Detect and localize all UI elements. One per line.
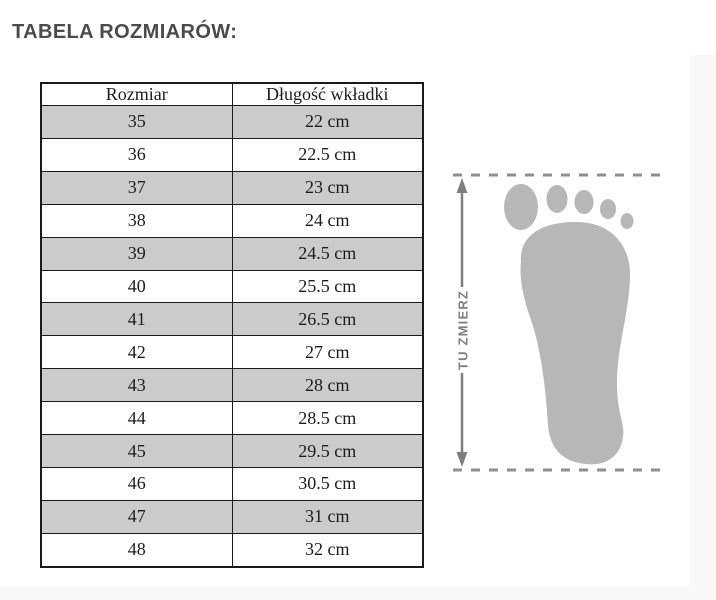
size-cell: 36 [41,138,232,171]
length-cell: 23 cm [232,171,423,204]
foot-sole [520,222,630,464]
size-cell: 41 [41,303,232,336]
table-row [41,336,423,369]
size-cell: 37 [41,171,232,204]
length-cell: 28.5 cm [232,402,423,435]
size-cell: 42 [41,336,232,369]
length-cell: 29.5 cm [232,435,423,468]
size-cell: 39 [41,237,232,270]
table-row [41,500,423,533]
size-cell: 38 [41,204,232,237]
length-cell: 24.5 cm [232,237,423,270]
toe-5 [621,213,634,229]
arrow-up-icon [457,178,468,193]
size-cell: 48 [41,533,232,567]
table-row [41,402,423,435]
table-row [41,270,423,303]
big-toe [504,184,538,230]
size-cell: 43 [41,369,232,402]
length-cell: 22 cm [232,106,423,139]
table-row [41,171,423,204]
foot-measure-diagram [445,165,673,481]
length-cell: 24 cm [232,204,423,237]
size-table-body [41,106,423,568]
table-row [41,237,423,270]
size-table [40,82,424,568]
footprint-icon [504,184,634,464]
size-cell: 45 [41,435,232,468]
table-row [41,204,423,237]
length-cell: 22.5 cm [232,138,423,171]
size-cell: 46 [41,467,232,500]
toe-3 [575,190,594,214]
length-cell: 25.5 cm [232,270,423,303]
table-row [41,369,423,402]
length-cell: 26.5 cm [232,303,423,336]
header-row [41,83,423,106]
page-background-edge-right [690,55,716,600]
table-row [41,533,423,567]
arrow-down-icon [457,452,468,467]
table-row [41,303,423,336]
length-column-header: Długość wkładki [232,83,423,106]
length-cell: 32 cm [232,533,423,567]
size-cell: 47 [41,500,232,533]
page-background-edge-bottom [0,586,716,600]
toe-2 [547,185,568,213]
length-cell: 31 cm [232,500,423,533]
table-row [41,435,423,468]
page-title: TABELA ROZMIARÓW: [12,21,238,44]
size-cell: 35 [41,106,232,139]
size-cell: 40 [41,270,232,303]
toe-4 [600,199,616,219]
measure-here-label: TU ZMIERZ [455,289,471,371]
length-cell: 27 cm [232,336,423,369]
size-table-header [41,83,423,106]
table-row [41,138,423,171]
length-cell: 30.5 cm [232,467,423,500]
size-cell: 44 [41,402,232,435]
table-row [41,467,423,500]
table-row [41,106,423,139]
length-cell: 28 cm [232,369,423,402]
size-column-header: Rozmiar [41,83,232,106]
